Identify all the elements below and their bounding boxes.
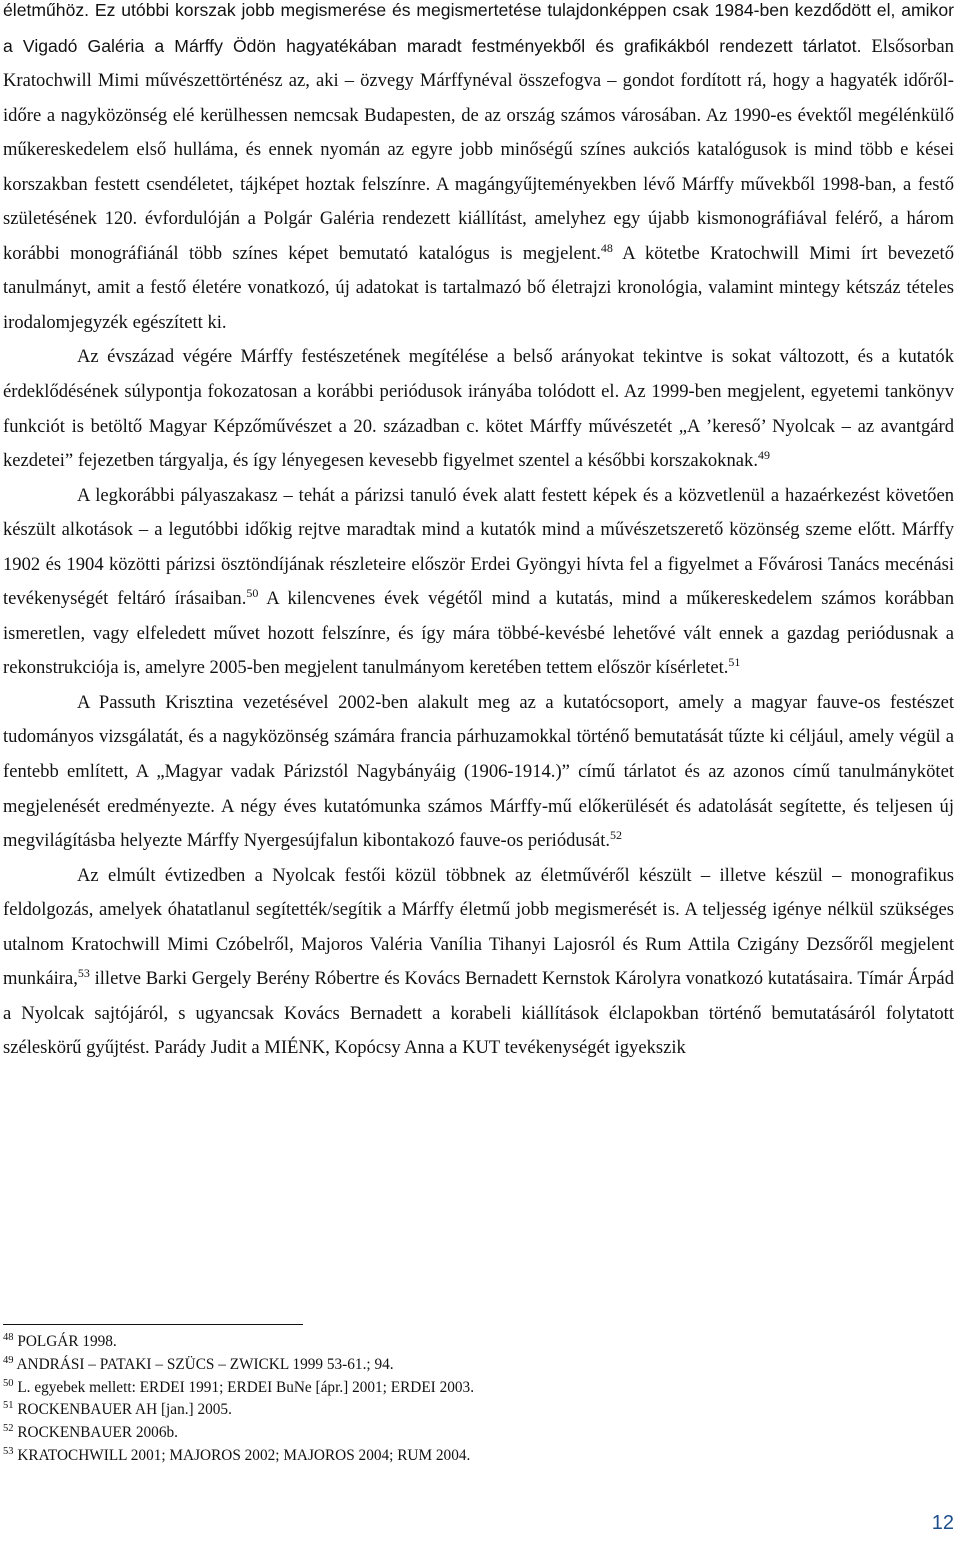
footnote-text: POLGÁR 1998. (13, 1333, 117, 1350)
footnote-separator (3, 1324, 303, 1325)
footnote (3, 1399, 943, 1422)
paragraph (3, 859, 954, 1066)
text-run: Az elmúlt évtizedben a Nyolcak festői közül többnek az életművéről készült – illetve készül – monografikus feldolgozás, amelyek óhatatlanul segítették/segítik a Márffy életmű jobb megismerését is. A teljesség igénye nélkül szükséges utalnom Kratochwill Mimi Czóbelről, Majoros Valéria Vanília Tihanyi Lajosról és Rum Attila Czigány Dezsőről megjelent munkáira, (3, 864, 954, 990)
footnote-number: 52 (3, 1423, 14, 1435)
footnote-text: L. egyebek mellett: ERDEI 1991; ERDEI BuNe [ápr.] 2001; ERDEI 2003. (13, 1378, 475, 1396)
text-run: életműhöz. Ez utóbbi korszak jobb megismerése és megismertetése tulajdonképpen csak 1984-ben kezdődött el, amikor a Vigadó Galéria a Márffy Ödön hagyatékában maradt festményekből és grafikákból rendezett tárlatot. (3, 0, 954, 56)
text-run: Az évszázad végére Márffy festészetének megítélése a belső arányokat tekintve is sokat változott, és a kutatók érdeklődésének súlypontja fokozatosan a korábbi periódusok irányába tolódott el. Az 1999-ben megjelent, egyetemi tankönyv funkciót is betöltő Magyar Képzőművészet a 20. században c. kötet Márffy művészetét „A ’kereső’ Nyolcak – az avantgárd kezdetei” fejezetben tárgyalja, és így lényegesen kevesebb figyelmet szentel a későbbi korszakoknak. (3, 346, 954, 472)
footnotes (3, 1331, 943, 1468)
footnote (3, 1331, 943, 1354)
body-text (3, 0, 954, 1066)
text-run: A legkorábbi pályaszakasz – tehát a párizsi tanuló évek alatt festett képek és a közvetlenül a hazaérkezést követően készült alkotások – a legutóbbi időkig rejtve maradtak mind a kutatók mind a művészetszerető közönség szeme előtt. Márffy 1902 és 1904 közötti párizsi ösztöndíjának részleteire először Erdei Gyöngyi hívta fel a figyelmet a Fővárosi Tanács mecénási tevékenységét feltáró írásaiban. (3, 484, 954, 610)
footnote-reference: 52 (610, 828, 623, 843)
footnote-reference: 53 (77, 966, 90, 981)
footnote-reference: 50 (246, 586, 259, 601)
footnote-text: ROCKENBAUER 2006b. (13, 1424, 178, 1442)
footnote-number: 49 (3, 1354, 14, 1366)
footnote-reference: 51 (728, 655, 741, 670)
paragraph (3, 340, 954, 478)
footnote-reference: 49 (757, 448, 770, 463)
footnote-number: 53 (3, 1445, 14, 1457)
text-run: A Passuth Krisztina vezetésével 2002-ben alakult meg az a kutatócsoport, amely a magyar fauve-os festészet tudományos vizsgálatát, és a nagyközönség számára francia párhuzamokkal történő bemutatását tűzte ki céljául, amely végül a fentebb említett, A „Magyar vadak Párizstól Nagybányáig (1906-1914.)” című tárlatot és az azonos című tanulmánykötet megjelenését eredményezte. A négy éves kutatómunka számos Márffy-mű előkerülését és adatolását segítette, és teljesen új megvilágításba helyezte Márffy Nyergesújfalun kibontakozó fauve-os periódusát. (3, 691, 954, 852)
footnote (3, 1422, 943, 1445)
footnote-number: 50 (3, 1377, 14, 1389)
footnote-text: KRATOCHWILL 2001; MAJOROS 2002; MAJOROS 2004; RUM 2004. (13, 1446, 471, 1464)
footnote-number: 48 (3, 1332, 14, 1343)
text-run: Az 1990-es évektől megélénkülő műkereskedelem első hulláma, és ennek nyomán az egyre jobb minőségű színes aukciós katalógusok is mind több e kései korszakban festett csendéletet, tájképet hoztak felszínre. A magángyűjteményekben lévő Márffy művekből 1998-ban, a festő születésének 120. évfordulóján a Polgár Galéria rendezett kiállítást, amelyhez egy újabb kismonográfiával felérő, a három korábbi monográfiánál több színes képet bemutató katalógus is megjelent. (3, 104, 954, 264)
footnote (3, 1445, 943, 1468)
footnote-text: ANDRÁSI – PATAKI – SZÜCS – ZWICKL 1999 53-61.; 94. (13, 1355, 394, 1373)
text-run: Elsősorban Kratochwill Mimi művészettörténész az, aki – özvegy Márffynéval összefogva – gondot fordított rá, hogy a hagyaték időről-időre a nagyközönség elé kerülhessen nemcsak Budapesten, de az ország számos városában. (3, 35, 954, 126)
footnote (3, 1354, 943, 1377)
text-run: A kötetbe Kratochwill Mimi írt bevezető tanulmányt, amit a festő életére vonatkozó, új adatokat is tartalmazó bő életrajzi kronológia, valamint mintegy kétszáz tételes irodalomjegyzék egészített ki. (3, 242, 954, 333)
text-run: illetve Barki Gergely Berény Róbertre és Kovács Bernadett Kernstok Károlyra vonatkozó kutatásaira. Tímár Árpád a Nyolcak sajtójáról, s ugyancsak Kovács Bernadett a korabeli kiállítások élclapokban történő bemutatásáról folytatott széleskörű gyűjtést. Parády Judit a MIÉNK, Kopócsy Anna a KUT tevékenységét igyekszik (3, 968, 954, 1059)
page-number: 12 (931, 1512, 954, 1534)
paragraph (3, 686, 954, 859)
paragraph (3, 479, 954, 686)
footnote (3, 1377, 943, 1400)
text-run: A kilencvenes évek végétől mind a kutatás, mind a műkereskedelem számos korábban ismeretlen, vagy elfeledett művet hozott felszínre, és így mára többé-kevésbé lehetővé vált ennek a gazdag periódusnak a rekonstrukciója is, amelyre 2005-ben megjelent tanulmányom keretében tettem először kísérletet. (3, 588, 954, 679)
footnote-text: ROCKENBAUER AH [jan.] 2005. (13, 1401, 232, 1419)
footnote-reference: 48 (600, 240, 613, 255)
paragraph (3, 0, 954, 340)
footnote-number: 51 (3, 1400, 14, 1412)
